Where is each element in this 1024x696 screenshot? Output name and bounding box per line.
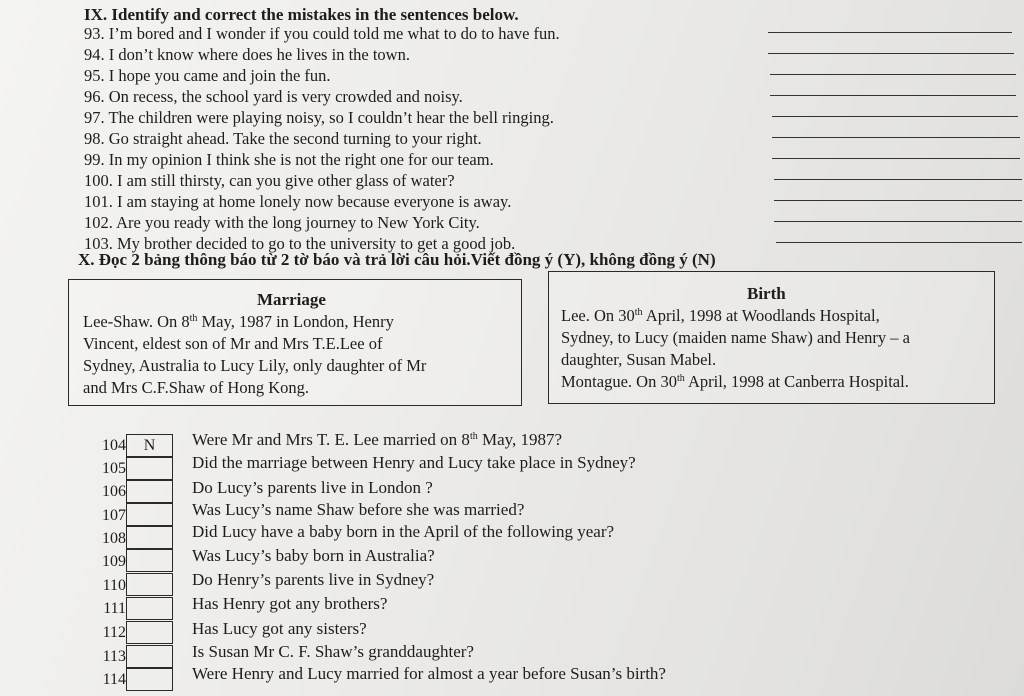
answer-box-112[interactable] <box>126 621 173 644</box>
question-number-107: 107 <box>102 507 126 524</box>
sentence-101: 101. I am staying at home lonely now because everyone is away. <box>84 192 512 211</box>
question-109: Was Lucy’s baby born in Australia? <box>192 546 435 565</box>
answer-box-104[interactable]: N <box>126 434 173 457</box>
question-number-114: 114 <box>102 671 126 688</box>
question-106: Do Lucy’s parents live in London ? <box>192 478 433 497</box>
question-number-105: 105 <box>102 460 126 477</box>
answer-line-102[interactable] <box>774 221 1022 222</box>
birth-notice-box <box>548 271 995 404</box>
answer-line-97[interactable] <box>772 116 1018 117</box>
sentence-100: 100. I am still thirsty, can you give other glass of water? <box>84 171 455 190</box>
answer-line-93[interactable] <box>768 32 1012 33</box>
answer-box-108[interactable] <box>126 526 173 549</box>
question-104: Were Mr and Mrs T. E. Lee married on 8th May, 1987? <box>192 430 563 449</box>
question-number-109: 109 <box>102 553 126 570</box>
sentence-95: 95. I hope you came and join the fun. <box>84 66 331 85</box>
answer-line-96[interactable] <box>770 95 1016 96</box>
question-number-110: 110 <box>102 577 126 594</box>
marriage-line-3: Sydney, Australia to Lucy Lily, only daughter of Mr <box>83 356 427 375</box>
answer-box-110[interactable] <box>126 573 173 596</box>
question-number-112: 112 <box>102 624 126 641</box>
answer-box-111[interactable] <box>126 597 173 620</box>
sentence-93: 93. I’m bored and I wonder if you could told me what to do to have fun. <box>84 24 560 43</box>
question-111: Has Henry got any brothers? <box>192 594 388 613</box>
sentence-103: 103. My brother decided to go to the university to get a good job. <box>84 234 516 253</box>
answer-box-109[interactable] <box>126 549 173 572</box>
marriage-notice-box <box>68 279 522 406</box>
question-113: Is Susan Mr C. F. Shaw’s granddaughter? <box>192 642 474 661</box>
question-number-111: 111 <box>103 600 126 617</box>
answer-box-114[interactable] <box>126 668 173 691</box>
answer-box-113[interactable] <box>126 645 173 668</box>
sentence-99: 99. In my opinion I think she is not the right one for our team. <box>84 150 494 169</box>
sentence-94: 94. I don’t know where does he lives in the town. <box>84 45 410 64</box>
birth-line-2: Sydney, to Lucy (maiden name Shaw) and Henry – a <box>561 328 910 347</box>
answer-line-98[interactable] <box>772 137 1020 138</box>
birth-line-1: Lee. On 30th April, 1998 at Woodlands Hospital, <box>561 306 880 325</box>
question-107: Was Lucy’s name Shaw before she was married? <box>192 500 525 519</box>
answer-box-105[interactable] <box>126 457 173 480</box>
birth-line-4: Montague. On 30th April, 1998 at Canberra Hospital. <box>561 372 909 391</box>
marriage-heading: Marriage <box>257 290 326 309</box>
sentence-98: 98. Go straight ahead. Take the second turning to your right. <box>84 129 482 148</box>
answer-line-100[interactable] <box>774 179 1022 180</box>
answer-box-107[interactable] <box>126 503 173 526</box>
question-number-108: 108 <box>102 530 126 547</box>
answer-line-95[interactable] <box>770 74 1016 75</box>
section-ix-title: IX. Identify and correct the mistakes in the sentences below. <box>84 5 519 24</box>
answer-line-103[interactable] <box>776 242 1022 243</box>
question-105: Did the marriage between Henry and Lucy take place in Sydney? <box>192 453 636 472</box>
section-x-title: X. Đọc 2 bảng thông báo từ 2 tờ báo và trả lời câu hỏi.Viết đồng ý (Y), không đồng ý (N) <box>78 250 716 269</box>
answer-line-94[interactable] <box>768 53 1014 54</box>
question-number-113: 113 <box>102 648 126 665</box>
question-112: Has Lucy got any sisters? <box>192 619 367 638</box>
answer-line-99[interactable] <box>772 158 1020 159</box>
marriage-line-1: Lee-Shaw. On 8th May, 1987 in London, Henry <box>83 312 394 331</box>
sentence-97: 97. The children were playing noisy, so I couldn’t hear the bell ringing. <box>84 108 554 127</box>
question-114: Were Henry and Lucy married for almost a year before Susan’s birth? <box>192 664 666 683</box>
answer-line-101[interactable] <box>774 200 1022 201</box>
question-110: Do Henry’s parents live in Sydney? <box>192 570 435 589</box>
birth-heading: Birth <box>747 284 786 303</box>
question-number-106: 106 <box>102 483 126 500</box>
marriage-line-4: and Mrs C.F.Shaw of Hong Kong. <box>83 378 310 397</box>
question-108: Did Lucy have a baby born in the April of the following year? <box>192 522 615 541</box>
marriage-line-2: Vincent, eldest son of Mr and Mrs T.E.Lee of <box>83 334 383 353</box>
sentence-96: 96. On recess, the school yard is very crowded and noisy. <box>84 87 463 106</box>
answer-box-106[interactable] <box>126 480 173 503</box>
question-number-104: 104 <box>102 437 126 454</box>
sentence-102: 102. Are you ready with the long journey to New York City. <box>84 213 480 232</box>
birth-line-3: daughter, Susan Mabel. <box>561 350 717 369</box>
